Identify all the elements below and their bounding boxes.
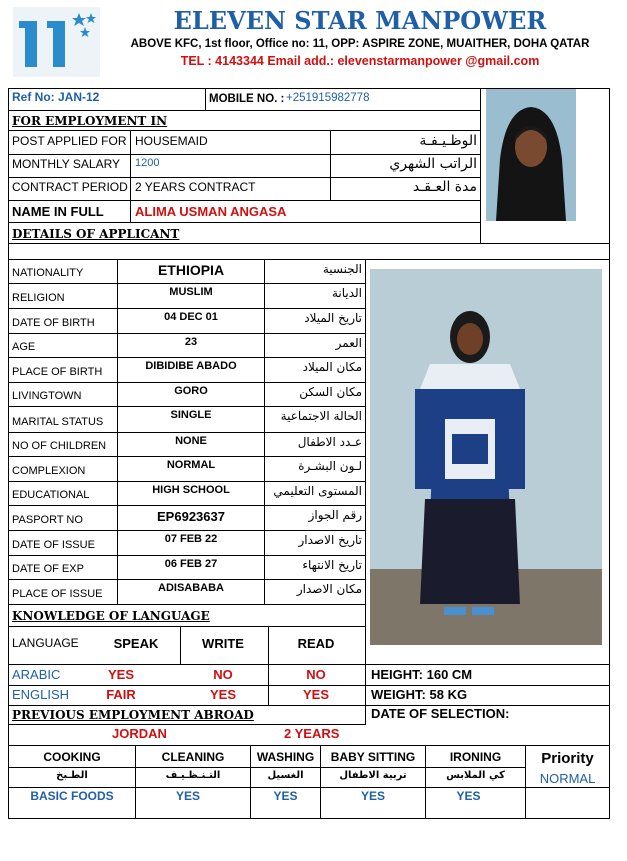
contract-period-value: 2 YEARS CONTRACT	[135, 180, 256, 194]
detail-label: MARITAL STATUS	[12, 416, 104, 428]
skill-value-cleaning: YES	[175, 789, 200, 803]
skill-header-cooking: COOKING	[43, 750, 101, 764]
skill-value-ironing: YES	[456, 789, 481, 803]
language-header-read: READ	[297, 636, 335, 651]
previous-years: 2 YEARS	[284, 726, 340, 741]
monthly-salary-label: MONTHLY SALARY	[12, 157, 121, 171]
detail-arabic: لـون البشـرة	[298, 459, 362, 473]
detail-label: PLACE OF BIRTH	[12, 366, 103, 378]
detail-value: ADISABABA	[158, 582, 224, 594]
contract-period-arabic: مدة العـقـد	[412, 179, 477, 195]
language-header-language: LANGUAGE	[12, 636, 79, 650]
full-body-photo	[370, 269, 602, 645]
skill-arabic-baby-sitting: تربية الاطفال	[339, 770, 407, 781]
detail-label: AGE	[12, 341, 36, 353]
detail-row-divider	[8, 333, 366, 334]
detail-value: ETHIOPIA	[157, 262, 225, 278]
priority-label: Priority	[541, 750, 594, 767]
detail-row-divider	[8, 283, 366, 284]
detail-value: NORMAL	[166, 459, 216, 471]
skill-arabic-cleaning: التـنـظـيـف	[165, 770, 221, 781]
detail-arabic: الجنسية	[322, 262, 362, 276]
detail-label: RELIGION	[12, 292, 65, 304]
skill-header-cleaning: CLEANING	[161, 750, 225, 764]
language-arabic-write: NO	[213, 667, 233, 682]
detail-arabic: مكان الاصدار	[296, 582, 362, 596]
skill-arabic-ironing: كي الملابس	[446, 770, 505, 781]
detail-row-divider	[8, 432, 366, 433]
language-english: ENGLISH	[12, 687, 70, 702]
detail-label: COMPLEXION	[12, 465, 86, 477]
post-applied-label: POST APPLIED FOR	[12, 134, 127, 148]
detail-arabic: مكان الميلاد	[302, 360, 362, 374]
detail-value: 06 FEB 27	[164, 558, 218, 570]
skill-arabic-cooking: الطـبخ	[56, 770, 88, 781]
detail-label: EDUCATIONAL	[12, 489, 90, 501]
detail-value: MUSLIM	[169, 286, 213, 298]
detail-arabic: العمر	[335, 336, 362, 350]
post-applied-arabic: الوظـيـفـة	[419, 133, 477, 149]
detail-value: 07 FEB 22	[164, 533, 218, 545]
detail-arabic: تاريخ الاصدار	[298, 533, 362, 547]
detail-row-divider	[8, 406, 366, 407]
language-header-speak: SPEAK	[113, 636, 159, 651]
name-label: NAME IN FULL	[12, 204, 104, 219]
priority-value: NORMAL	[539, 771, 596, 786]
skill-value-cooking: BASIC FOODS	[30, 789, 114, 803]
detail-row-divider	[8, 481, 366, 482]
detail-value: GORO	[174, 385, 208, 397]
detail-row-divider	[8, 308, 366, 309]
detail-value: DIBIDIBE ABADO	[145, 360, 237, 372]
detail-arabic: رقم الجواز	[308, 508, 362, 522]
contract-period-label: CONTRACT PERIOD	[12, 180, 128, 194]
detail-row-divider	[8, 579, 366, 580]
skill-value-baby-sitting: YES	[360, 789, 385, 803]
mobile-label: MOBILE NO. :	[209, 93, 285, 105]
monthly-salary-arabic: الراتب الشهري	[389, 156, 477, 172]
detail-row-divider	[8, 357, 366, 358]
date-of-selection-label: DATE OF SELECTION:	[371, 706, 510, 721]
detail-label: DATE OF EXP	[12, 563, 84, 575]
employment-section-title: FOR EMPLOYMENT IN	[12, 114, 168, 128]
skill-arabic-washing: الغسيل	[267, 770, 304, 781]
monthly-salary-value: 1200	[135, 157, 160, 169]
skill-header-ironing: IRONING	[449, 750, 502, 764]
detail-label: NATIONALITY	[12, 267, 84, 279]
weight-value: WEIGHT: 58 KG	[371, 687, 468, 702]
detail-value: 04 DEC 01	[164, 311, 218, 323]
company-address: ABOVE KFC, 1st floor, Office no: 11, OPP: ASPIRE ZONE, MUAITHER, DOHA QATAR	[130, 38, 590, 50]
language-arabic: ARABIC	[12, 667, 61, 682]
detail-value: EP6923637	[157, 509, 225, 524]
skill-value-washing: YES	[273, 789, 298, 803]
detail-arabic: مكان السكن	[299, 385, 362, 399]
detail-value: HIGH SCHOOL	[152, 484, 230, 496]
language-header-write: WRITE	[202, 636, 244, 651]
language-arabic-read: NO	[306, 667, 326, 682]
detail-label: LIVINGTOWN	[12, 390, 82, 402]
mobile-value: +251915982778	[286, 92, 370, 104]
detail-value: NONE	[175, 435, 207, 447]
passport-photo	[486, 89, 576, 221]
previous-section-title: PREVIOUS EMPLOYMENT ABROAD	[12, 708, 254, 722]
language-section-title: KNOWLEDGE OF LANGUAGE	[12, 609, 210, 623]
detail-arabic: المستوى التعليمي	[273, 484, 362, 498]
skill-header-washing: WASHING	[256, 750, 315, 764]
company-contact: TEL : 4143344 Email add.: elevenstarmanpower @gmail.com	[180, 54, 540, 68]
skill-header-baby-sitting: BABY SITTING	[330, 750, 416, 764]
detail-arabic: تاريخ الانتهاء	[302, 558, 362, 572]
detail-row-divider	[8, 555, 366, 556]
detail-row-divider	[8, 382, 366, 383]
detail-value: SINGLE	[170, 409, 212, 421]
language-arabic-speak: YES	[107, 667, 134, 682]
detail-label: PASPORT NO	[12, 514, 83, 526]
detail-label: NO OF CHILDREN	[12, 440, 107, 452]
previous-country: JORDAN	[112, 726, 167, 741]
company-logo	[13, 7, 100, 77]
detail-arabic: الديانة	[331, 286, 362, 300]
details-section-title: DETAILS OF APPLICANT	[12, 227, 180, 241]
detail-label: DATE OF ISSUE	[12, 539, 95, 551]
detail-arabic: عـدد الاطفال	[297, 435, 362, 449]
detail-arabic: الحالة الاجتماعية	[280, 409, 362, 423]
height-value: HEIGHT: 160 CM	[371, 667, 473, 682]
language-english-write: YES	[209, 687, 236, 702]
detail-row-divider	[8, 505, 366, 506]
language-english-speak: FAIR	[106, 687, 136, 702]
detail-label: PLACE OF ISSUE	[12, 588, 103, 600]
ref-number: Ref No: JAN-12	[12, 90, 100, 104]
name-value: ALIMA USMAN ANGASA	[135, 204, 287, 219]
detail-row-divider	[8, 456, 366, 457]
detail-value: 23	[184, 336, 198, 348]
post-applied-value: HOUSEMAID	[135, 134, 208, 148]
detail-label: DATE OF BIRTH	[12, 317, 95, 329]
detail-arabic: تاريخ الميلاد	[304, 311, 362, 325]
company-name: ELEVEN STAR MANPOWER	[173, 6, 547, 35]
language-english-read: YES	[302, 687, 329, 702]
detail-row-divider	[8, 530, 366, 531]
